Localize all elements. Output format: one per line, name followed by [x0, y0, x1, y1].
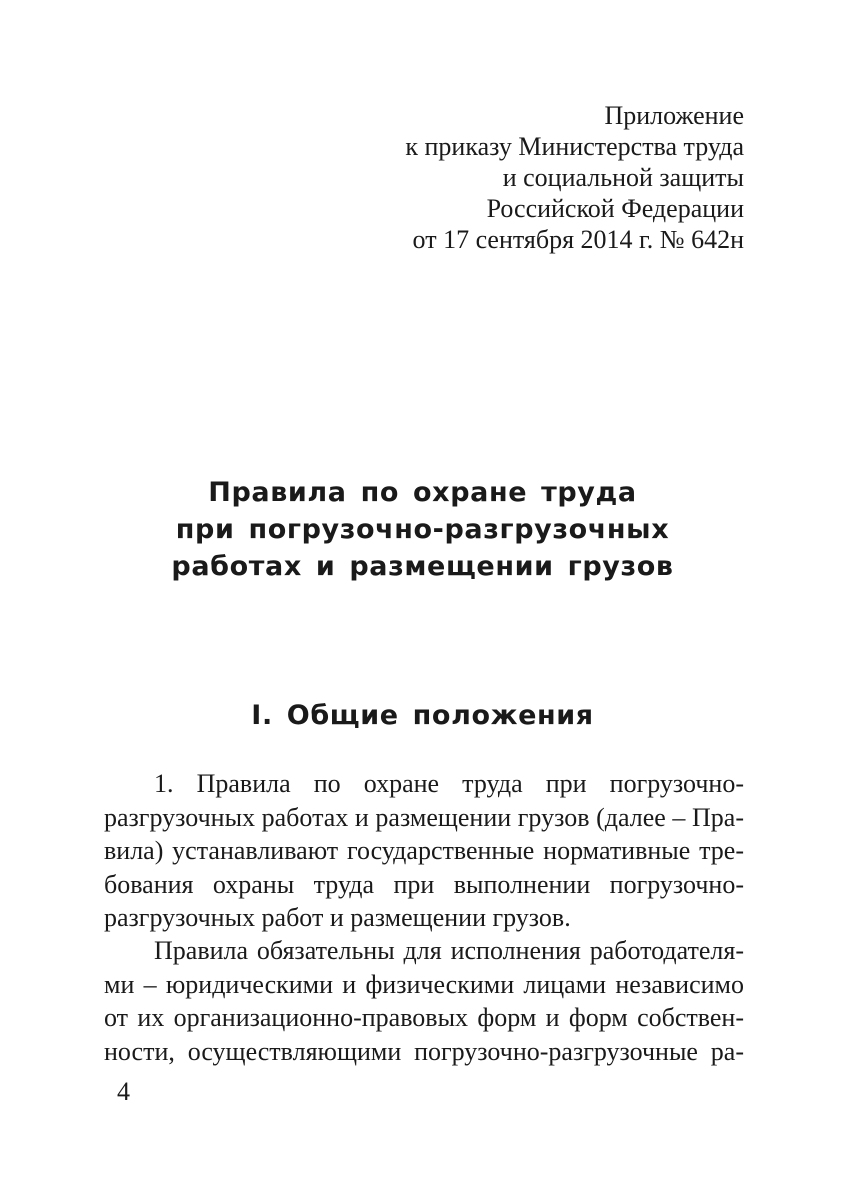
paragraph-line: вила) устанавливают государственные нормативные тре-	[104, 836, 744, 866]
paragraph-line: бования охраны труда при выполнении погрузочно-	[104, 869, 744, 899]
paragraph-line: от их организационно-правовых форм и форм собствен-	[104, 1003, 744, 1033]
paragraph-1	[104, 767, 744, 935]
page-number: 4	[117, 1077, 130, 1106]
appendix-line: и социальной защиты	[502, 163, 744, 192]
document-title	[0, 474, 845, 585]
appendix-line: Приложение	[604, 101, 744, 130]
title-line: при погрузочно-разгрузочных	[175, 514, 670, 545]
appendix-line: к приказу Министерства труда	[405, 132, 744, 161]
title-line: работах и размещении грузов	[171, 551, 674, 582]
appendix-line: от 17 сентября 2014 г. № 642н	[412, 225, 744, 254]
paragraph-line: разгрузочных работ и размещении грузов.	[104, 903, 571, 933]
paragraph-line: 1. Правила по охране труда при погрузочно-	[154, 769, 744, 798]
paragraph-line: ности, осуществляющими погрузочно-разгрузочные ра-	[104, 1036, 744, 1066]
paragraph-2	[104, 934, 744, 1068]
title-line: Правила по охране труда	[208, 477, 637, 508]
paragraph-line: Правила обязательны для исполнения работодателя-	[154, 936, 744, 965]
paragraph-line: ми – юридическими и физическими лицами независимо	[104, 969, 744, 999]
appendix-line: Российской Федерации	[486, 194, 744, 223]
appendix-header	[405, 100, 744, 255]
section-heading: I. Общие положения	[251, 700, 594, 731]
paragraph-line: разгрузочных работах и размещении грузов (далее – Пра-	[104, 802, 744, 832]
